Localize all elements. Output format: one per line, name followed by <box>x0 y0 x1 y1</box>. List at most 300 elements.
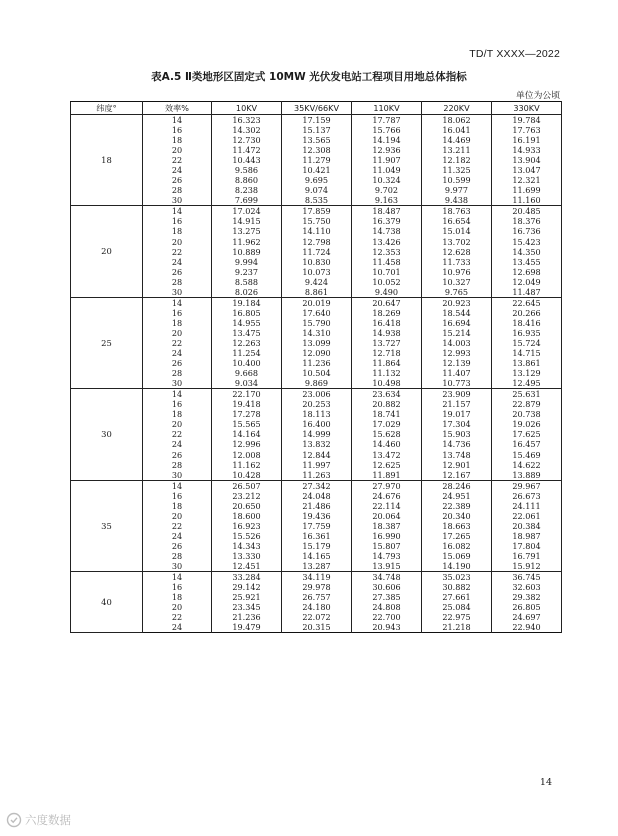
land-index-cell: 24.048 <box>282 491 352 501</box>
table-row <box>71 602 562 612</box>
land-index-cell: 18.544 <box>422 308 492 318</box>
table-row <box>71 409 562 419</box>
land-index-cell: 22.061 <box>492 511 562 521</box>
land-index-cell: 14.736 <box>422 440 492 450</box>
land-index-cell: 20.923 <box>422 297 492 308</box>
efficiency-cell: 16 <box>143 582 212 592</box>
table-row <box>71 561 562 572</box>
efficiency-cell: 14 <box>143 297 212 308</box>
land-index-cell: 15.423 <box>492 237 562 247</box>
land-index-cell: 14.110 <box>282 227 352 237</box>
watermark <box>6 812 71 828</box>
land-index-cell: 23.909 <box>422 389 492 400</box>
efficiency-cell: 24 <box>143 531 212 541</box>
land-index-cell: 12.167 <box>422 470 492 481</box>
land-index-cell: 13.426 <box>352 237 422 247</box>
efficiency-cell: 16 <box>143 308 212 318</box>
land-index-cell: 7.699 <box>212 195 282 206</box>
land-index-cell: 11.236 <box>282 358 352 368</box>
latitude-cell: 25 <box>71 297 143 388</box>
table-row <box>71 460 562 470</box>
land-index-cell: 9.702 <box>352 185 422 195</box>
land-index-cell: 15.069 <box>422 551 492 561</box>
header-row <box>71 102 562 115</box>
land-index-cell: 14.003 <box>422 338 492 348</box>
land-index-cell: 18.387 <box>352 521 422 531</box>
land-index-cell: 15.750 <box>282 216 352 226</box>
land-index-cell: 25.921 <box>212 592 282 602</box>
efficiency-cell: 20 <box>143 328 212 338</box>
latitude-cell: 40 <box>71 572 143 633</box>
efficiency-cell: 14 <box>143 115 212 126</box>
land-index-cell: 22.700 <box>352 612 422 622</box>
land-index-cell: 19.418 <box>212 399 282 409</box>
land-index-cell: 15.628 <box>352 429 422 439</box>
land-index-cell: 14.715 <box>492 348 562 358</box>
land-index-cell: 11.160 <box>492 195 562 206</box>
land-index-cell: 16.323 <box>212 115 282 126</box>
land-index-cell: 11.263 <box>282 470 352 481</box>
land-index-cell: 13.748 <box>422 450 492 460</box>
land-index-cell: 17.159 <box>282 115 352 126</box>
land-index-cell: 14.343 <box>212 541 282 551</box>
column-header: 35KV/66KV <box>282 102 352 115</box>
table-row <box>71 572 562 583</box>
land-index-cell: 17.640 <box>282 308 352 318</box>
land-index-cell: 14.955 <box>212 318 282 328</box>
efficiency-cell: 22 <box>143 338 212 348</box>
land-index-cell: 16.457 <box>492 440 562 450</box>
table-row <box>71 470 562 481</box>
table-row <box>71 165 562 175</box>
land-index-cell: 13.904 <box>492 155 562 165</box>
land-index-cell: 11.724 <box>282 247 352 257</box>
watermark-text: 六度数据 <box>25 813 71 827</box>
land-index-cell: 12.353 <box>352 247 422 257</box>
land-index-cell: 14.933 <box>492 145 562 155</box>
land-index-cell: 16.654 <box>422 216 492 226</box>
land-index-cell: 9.424 <box>282 277 352 287</box>
table-row <box>71 511 562 521</box>
land-index-cell: 23.345 <box>212 602 282 612</box>
land-index-cell: 20.943 <box>352 622 422 633</box>
land-index-cell: 12.263 <box>212 338 282 348</box>
land-index-cell: 14.310 <box>282 328 352 338</box>
land-index-cell: 10.400 <box>212 358 282 368</box>
land-index-cell: 11.487 <box>492 287 562 298</box>
land-index-cell: 16.923 <box>212 521 282 531</box>
efficiency-cell: 16 <box>143 125 212 135</box>
land-index-cell: 18.416 <box>492 318 562 328</box>
document-code: TD/T XXXX—2022 <box>469 48 560 60</box>
land-index-cell: 14.938 <box>352 328 422 338</box>
land-index-cell: 17.625 <box>492 429 562 439</box>
land-index-cell: 30.606 <box>352 582 422 592</box>
land-index-cell: 26.805 <box>492 602 562 612</box>
land-index-cell: 12.049 <box>492 277 562 287</box>
land-index-cell: 23.634 <box>352 389 422 400</box>
land-index-cell: 14.190 <box>422 561 492 572</box>
land-index-cell: 15.790 <box>282 318 352 328</box>
land-index-cell: 13.211 <box>422 145 492 155</box>
efficiency-cell: 18 <box>143 409 212 419</box>
land-index-cell: 16.379 <box>352 216 422 226</box>
land-index-cell: 18.663 <box>422 521 492 531</box>
land-index-cell: 34.119 <box>282 572 352 583</box>
land-index-cell: 13.330 <box>212 551 282 561</box>
land-index-cell: 16.990 <box>352 531 422 541</box>
table-row <box>71 501 562 511</box>
land-index-cell: 26.673 <box>492 491 562 501</box>
land-index-cell: 11.699 <box>492 185 562 195</box>
land-index-cell: 16.935 <box>492 328 562 338</box>
land-index-cell: 14.738 <box>352 227 422 237</box>
efficiency-cell: 26 <box>143 358 212 368</box>
land-index-cell: 15.137 <box>282 125 352 135</box>
page-number: 14 <box>539 777 552 788</box>
land-index-cell: 15.469 <box>492 450 562 460</box>
land-index-cell: 15.903 <box>422 429 492 439</box>
land-index-cell: 20.650 <box>212 501 282 511</box>
land-index-cell: 9.994 <box>212 257 282 267</box>
table-row <box>71 297 562 308</box>
efficiency-cell: 20 <box>143 237 212 247</box>
efficiency-cell: 24 <box>143 622 212 633</box>
land-index-cell: 17.763 <box>492 125 562 135</box>
land-index-cell: 12.625 <box>352 460 422 470</box>
land-index-cell: 13.475 <box>212 328 282 338</box>
land-index-cell: 8.026 <box>212 287 282 298</box>
efficiency-cell: 26 <box>143 175 212 185</box>
land-index-cell: 17.759 <box>282 521 352 531</box>
efficiency-cell: 18 <box>143 501 212 511</box>
efficiency-cell: 22 <box>143 247 212 257</box>
land-index-cell: 10.421 <box>282 165 352 175</box>
land-index-cell: 22.645 <box>492 297 562 308</box>
land-index-cell: 15.724 <box>492 338 562 348</box>
land-index-cell: 12.996 <box>212 440 282 450</box>
table-row <box>71 440 562 450</box>
table-row <box>71 419 562 429</box>
column-header: 110KV <box>352 102 422 115</box>
land-index-cell: 14.622 <box>492 460 562 470</box>
land-index-cell: 27.661 <box>422 592 492 602</box>
land-index-cell: 19.436 <box>282 511 352 521</box>
land-index-cell: 11.254 <box>212 348 282 358</box>
table-row <box>71 531 562 541</box>
land-index-cell: 16.418 <box>352 318 422 328</box>
land-index-cell: 14.793 <box>352 551 422 561</box>
land-index-cell: 16.400 <box>282 419 352 429</box>
land-index-cell: 10.976 <box>422 267 492 277</box>
land-index-cell: 27.342 <box>282 480 352 491</box>
table-row <box>71 247 562 257</box>
land-index-cell: 18.600 <box>212 511 282 521</box>
table-row <box>71 175 562 185</box>
land-index-cell: 14.350 <box>492 247 562 257</box>
land-index-cell: 13.472 <box>352 450 422 460</box>
table-row <box>71 277 562 287</box>
land-index-cell: 14.460 <box>352 440 422 450</box>
land-index-cell: 20.738 <box>492 409 562 419</box>
table-row <box>71 195 562 206</box>
land-index-cell: 13.915 <box>352 561 422 572</box>
land-index-cell: 20.882 <box>352 399 422 409</box>
table-row <box>71 429 562 439</box>
land-index-cell: 20.253 <box>282 399 352 409</box>
efficiency-cell: 14 <box>143 206 212 217</box>
land-index-cell: 22.170 <box>212 389 282 400</box>
land-index-cell: 14.915 <box>212 216 282 226</box>
land-index-cell: 8.588 <box>212 277 282 287</box>
efficiency-cell: 24 <box>143 440 212 450</box>
land-index-cell: 10.504 <box>282 368 352 378</box>
land-index-cell: 15.565 <box>212 419 282 429</box>
land-index-cell: 13.861 <box>492 358 562 368</box>
land-index-cell: 10.428 <box>212 470 282 481</box>
land-index-cell: 9.668 <box>212 368 282 378</box>
table-row <box>71 348 562 358</box>
efficiency-cell: 16 <box>143 399 212 409</box>
land-use-index-table <box>70 101 562 633</box>
efficiency-cell: 24 <box>143 348 212 358</box>
table-row <box>71 491 562 501</box>
land-index-cell: 25.084 <box>422 602 492 612</box>
table-body <box>71 115 562 633</box>
land-index-cell: 22.114 <box>352 501 422 511</box>
column-header: 纬度° <box>71 102 143 115</box>
column-header: 330KV <box>492 102 562 115</box>
efficiency-cell: 14 <box>143 389 212 400</box>
land-index-cell: 24.808 <box>352 602 422 612</box>
unit-note: 单位为公顷 <box>516 91 560 101</box>
land-index-cell: 16.791 <box>492 551 562 561</box>
column-header: 220KV <box>422 102 492 115</box>
efficiency-cell: 22 <box>143 155 212 165</box>
land-index-cell: 16.736 <box>492 227 562 237</box>
land-index-cell: 27.970 <box>352 480 422 491</box>
efficiency-cell: 22 <box>143 521 212 531</box>
land-index-cell: 13.455 <box>492 257 562 267</box>
land-index-cell: 19.479 <box>212 622 282 633</box>
land-index-cell: 23.006 <box>282 389 352 400</box>
land-index-cell: 10.443 <box>212 155 282 165</box>
land-index-cell: 18.113 <box>282 409 352 419</box>
land-index-cell: 9.034 <box>212 378 282 389</box>
table-row <box>71 389 562 400</box>
land-index-cell: 15.807 <box>352 541 422 551</box>
land-index-cell: 10.052 <box>352 277 422 287</box>
land-index-cell: 10.324 <box>352 175 422 185</box>
land-index-cell: 20.384 <box>492 521 562 531</box>
land-index-cell: 11.132 <box>352 368 422 378</box>
table-row <box>71 521 562 531</box>
efficiency-cell: 30 <box>143 470 212 481</box>
land-index-cell: 18.741 <box>352 409 422 419</box>
land-index-cell: 17.265 <box>422 531 492 541</box>
land-index-cell: 34.748 <box>352 572 422 583</box>
land-index-cell: 9.438 <box>422 195 492 206</box>
land-index-cell: 10.327 <box>422 277 492 287</box>
land-index-cell: 24.676 <box>352 491 422 501</box>
table-row <box>71 308 562 318</box>
efficiency-cell: 28 <box>143 460 212 470</box>
table-row <box>71 450 562 460</box>
land-index-cell: 20.647 <box>352 297 422 308</box>
land-index-cell: 16.191 <box>492 135 562 145</box>
land-index-cell: 16.805 <box>212 308 282 318</box>
land-index-cell: 19.784 <box>492 115 562 126</box>
land-index-cell: 10.830 <box>282 257 352 267</box>
land-index-cell: 8.860 <box>212 175 282 185</box>
efficiency-cell: 20 <box>143 145 212 155</box>
land-index-cell: 29.978 <box>282 582 352 592</box>
land-index-cell: 25.631 <box>492 389 562 400</box>
land-index-cell: 12.628 <box>422 247 492 257</box>
land-index-cell: 20.064 <box>352 511 422 521</box>
land-index-cell: 9.695 <box>282 175 352 185</box>
land-index-cell: 12.798 <box>282 237 352 247</box>
land-index-cell: 19.017 <box>422 409 492 419</box>
table-header <box>71 102 562 115</box>
efficiency-cell: 30 <box>143 378 212 389</box>
land-index-cell: 19.026 <box>492 419 562 429</box>
land-index-cell: 17.278 <box>212 409 282 419</box>
efficiency-cell: 16 <box>143 491 212 501</box>
efficiency-cell: 18 <box>143 318 212 328</box>
land-index-cell: 13.275 <box>212 227 282 237</box>
land-index-cell: 12.182 <box>422 155 492 165</box>
efficiency-cell: 30 <box>143 287 212 298</box>
land-index-cell: 16.694 <box>422 318 492 328</box>
efficiency-cell: 20 <box>143 511 212 521</box>
land-index-cell: 19.184 <box>212 297 282 308</box>
land-index-cell: 10.498 <box>352 378 422 389</box>
table-row <box>71 155 562 165</box>
table-row <box>71 368 562 378</box>
land-index-cell: 20.019 <box>282 297 352 308</box>
land-index-cell: 12.901 <box>422 460 492 470</box>
land-index-cell: 22.879 <box>492 399 562 409</box>
land-index-cell: 11.891 <box>352 470 422 481</box>
land-index-cell: 14.469 <box>422 135 492 145</box>
table-row <box>71 582 562 592</box>
land-index-cell: 24.180 <box>282 602 352 612</box>
land-index-cell: 28.246 <box>422 480 492 491</box>
land-index-cell: 10.773 <box>422 378 492 389</box>
land-index-cell: 17.024 <box>212 206 282 217</box>
land-index-cell: 20.315 <box>282 622 352 633</box>
efficiency-cell: 20 <box>143 419 212 429</box>
table-row <box>71 185 562 195</box>
efficiency-cell: 28 <box>143 185 212 195</box>
table-row <box>71 622 562 633</box>
land-index-cell: 20.266 <box>492 308 562 318</box>
land-index-cell: 29.967 <box>492 480 562 491</box>
land-index-cell: 27.385 <box>352 592 422 602</box>
table-row <box>71 257 562 267</box>
land-index-cell: 12.451 <box>212 561 282 572</box>
land-index-cell: 30.882 <box>422 582 492 592</box>
land-index-cell: 11.049 <box>352 165 422 175</box>
land-index-cell: 8.535 <box>282 195 352 206</box>
land-index-cell: 11.962 <box>212 237 282 247</box>
land-index-cell: 18.487 <box>352 206 422 217</box>
efficiency-cell: 16 <box>143 216 212 226</box>
land-index-cell: 12.936 <box>352 145 422 155</box>
land-index-cell: 9.237 <box>212 267 282 277</box>
land-index-cell: 17.787 <box>352 115 422 126</box>
efficiency-cell: 30 <box>143 561 212 572</box>
efficiency-cell: 20 <box>143 602 212 612</box>
land-index-cell: 26.757 <box>282 592 352 602</box>
land-index-cell: 11.997 <box>282 460 352 470</box>
efficiency-cell: 28 <box>143 368 212 378</box>
efficiency-cell: 26 <box>143 541 212 551</box>
land-index-cell: 15.766 <box>352 125 422 135</box>
land-index-cell: 9.074 <box>282 185 352 195</box>
land-index-cell: 35.023 <box>422 572 492 583</box>
land-index-cell: 9.869 <box>282 378 352 389</box>
land-index-cell: 15.912 <box>492 561 562 572</box>
land-index-cell: 14.165 <box>282 551 352 561</box>
table-row <box>71 338 562 348</box>
table-row <box>71 216 562 226</box>
land-index-cell: 14.302 <box>212 125 282 135</box>
land-index-cell: 29.382 <box>492 592 562 602</box>
table-row <box>71 318 562 328</box>
table-row <box>71 592 562 602</box>
land-index-cell: 24.951 <box>422 491 492 501</box>
land-index-cell: 24.697 <box>492 612 562 622</box>
land-index-cell: 12.718 <box>352 348 422 358</box>
land-index-cell: 9.586 <box>212 165 282 175</box>
land-index-cell: 14.194 <box>352 135 422 145</box>
land-index-cell: 13.889 <box>492 470 562 481</box>
land-index-cell: 21.218 <box>422 622 492 633</box>
land-index-cell: 8.861 <box>282 287 352 298</box>
land-index-cell: 20.340 <box>422 511 492 521</box>
land-index-cell: 12.090 <box>282 348 352 358</box>
table-title: 表A.5 Ⅱ类地形区固定式 10MW 光伏发电站工程项目用地总体指标 <box>151 71 467 83</box>
land-index-cell: 17.029 <box>352 419 422 429</box>
land-index-cell: 20.485 <box>492 206 562 217</box>
land-index-cell: 18.763 <box>422 206 492 217</box>
table-row <box>71 206 562 217</box>
land-index-cell: 15.014 <box>422 227 492 237</box>
land-index-cell: 10.599 <box>422 175 492 185</box>
table-row <box>71 480 562 491</box>
efficiency-cell: 26 <box>143 450 212 460</box>
land-index-cell: 12.008 <box>212 450 282 460</box>
land-index-cell: 12.308 <box>282 145 352 155</box>
land-index-cell: 15.526 <box>212 531 282 541</box>
land-index-cell: 10.701 <box>352 267 422 277</box>
table-row <box>71 328 562 338</box>
land-index-cell: 22.975 <box>422 612 492 622</box>
land-index-cell: 22.072 <box>282 612 352 622</box>
land-index-cell: 13.129 <box>492 368 562 378</box>
land-index-cell: 8.238 <box>212 185 282 195</box>
efficiency-cell: 26 <box>143 267 212 277</box>
land-index-cell: 13.727 <box>352 338 422 348</box>
table-row <box>71 237 562 247</box>
land-index-cell: 12.698 <box>492 267 562 277</box>
land-index-cell: 11.458 <box>352 257 422 267</box>
land-index-cell: 18.269 <box>352 308 422 318</box>
table-row <box>71 541 562 551</box>
table-row <box>71 378 562 389</box>
